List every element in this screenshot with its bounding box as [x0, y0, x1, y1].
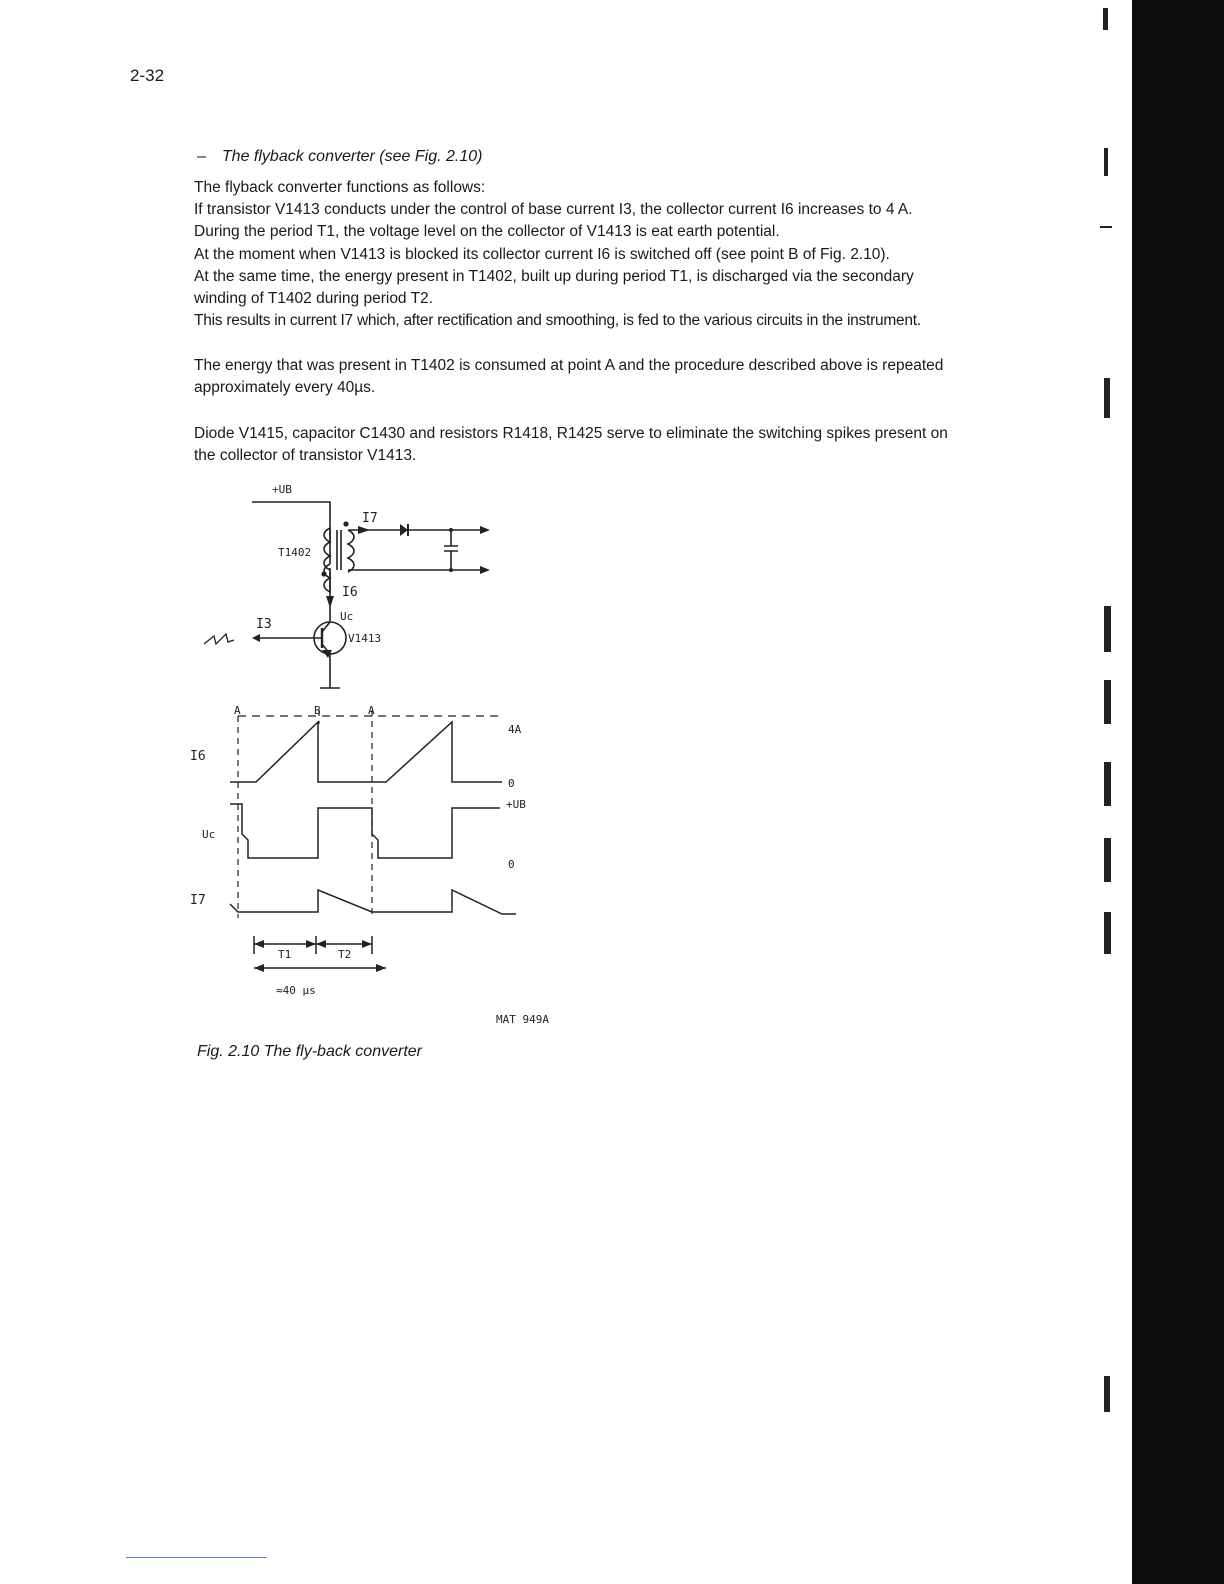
polarity-dot — [343, 521, 348, 526]
i6-waveform — [230, 722, 502, 782]
arrow-icon — [306, 940, 316, 948]
label-period: ≈40 µs — [276, 984, 316, 997]
paragraph-flyback-function — [194, 177, 1034, 332]
base-drive-waveform — [204, 634, 234, 644]
text-line: winding of T1402 during period T2. — [194, 290, 433, 308]
arrow-icon — [316, 940, 326, 948]
scan-edge-border — [1132, 0, 1224, 1584]
text-line: At the moment when V1413 is blocked its collector current I6 is switched off (see point B of Fig. 2.10). — [194, 245, 890, 263]
level-zero: 0 — [508, 858, 515, 871]
marker-a: A — [234, 704, 241, 717]
level-4a: 4A — [508, 723, 522, 736]
i7-waveform — [230, 890, 516, 914]
arrow-icon — [254, 940, 264, 948]
heading-dash: – — [197, 148, 206, 165]
text-line: The flyback converter functions as follows: — [194, 179, 486, 196]
secondary-coil — [348, 530, 354, 572]
time-markers — [238, 710, 372, 918]
arrow-icon — [362, 940, 372, 948]
label-t1: T1 — [278, 948, 292, 961]
supply-wire — [252, 502, 330, 540]
label-transformer: T1402 — [278, 546, 312, 559]
figure-code: MAT 949A — [496, 1013, 549, 1026]
scan-mark — [1104, 912, 1111, 954]
scan-mark — [1103, 8, 1108, 30]
diode-icon — [400, 524, 408, 536]
figure-flyback-converter — [190, 478, 570, 1038]
paragraph-snubber — [194, 423, 1034, 467]
waveforms — [230, 710, 516, 968]
arrow-icon — [480, 526, 490, 534]
figure-svg — [190, 478, 570, 1033]
footnote-rule — [126, 1557, 267, 1558]
text-line: approximately every 40µs. — [194, 379, 376, 397]
scan-mark — [1104, 762, 1111, 806]
arrow-icon — [254, 964, 264, 972]
capacitor — [444, 530, 458, 570]
text-line: If transistor V1413 conducts under the control of base current I3, the collector current I6 increases to 4 A. — [194, 201, 913, 219]
label-i7: I7 — [190, 893, 206, 908]
label-supply: +UB — [272, 483, 292, 496]
section-heading — [197, 148, 482, 166]
arrow-icon — [480, 566, 490, 574]
label-i6: I6 — [190, 749, 206, 764]
arrow-icon — [358, 526, 370, 534]
arrow-icon — [326, 596, 334, 608]
text-line: Diode V1415, capacitor C1430 and resistors R1418, R1425 serve to eliminate the switching spikes present on — [194, 425, 948, 442]
transformer-core — [337, 530, 341, 570]
label-transistor: V1413 — [348, 632, 382, 645]
label-i3: I3 — [256, 617, 272, 632]
marker-a: A — [368, 704, 375, 717]
label-uc: Uc — [202, 828, 216, 841]
level-ub: +UB — [506, 798, 526, 811]
page-number: 2-32 — [130, 66, 165, 85]
text-line: This results in current I7 which, after rectification and smoothing, is fed to the various circuits in the instrument. — [194, 312, 921, 330]
figure-caption: Fig. 2.10 The fly-back converter — [197, 1043, 422, 1060]
paragraph-energy — [194, 355, 1034, 399]
diode-bar — [407, 524, 409, 536]
text-line: The energy that was present in T1402 is consumed at point A and the procedure described above is repeated — [194, 357, 944, 374]
polarity-dot — [321, 571, 326, 576]
label-i7: I7 — [362, 511, 378, 526]
label-t2: T2 — [338, 948, 352, 961]
text-line: At the same time, the energy present in T1402, built up during period T1, is discharged via the secondary — [194, 267, 914, 285]
text-line: During the period T1, the voltage level on the collector of V1413 is eat earth potential. — [194, 223, 780, 241]
marker-b: B — [314, 704, 321, 717]
scan-mark — [1100, 226, 1112, 228]
junction-dot — [449, 568, 453, 572]
scan-mark — [1104, 838, 1111, 882]
label-i6: I6 — [342, 585, 358, 600]
scan-mark — [1104, 378, 1110, 418]
scan-mark — [1104, 680, 1111, 724]
uc-waveform — [230, 804, 500, 858]
waveform-labels — [190, 704, 549, 1026]
scan-mark — [1104, 148, 1108, 176]
scan-mark — [1104, 1376, 1110, 1412]
arrow-icon — [252, 634, 260, 642]
scan-mark — [1104, 606, 1111, 652]
period-arrows — [254, 940, 386, 972]
arrow-icon — [376, 964, 386, 972]
text-line: the collector of transistor V1413. — [194, 447, 417, 465]
junction-dot — [449, 528, 453, 532]
schematic-labels — [256, 483, 381, 645]
heading-text: The flyback converter (see Fig. 2.10) — [221, 148, 483, 165]
level-zero: 0 — [508, 777, 515, 790]
label-uc: Uc — [340, 610, 354, 623]
